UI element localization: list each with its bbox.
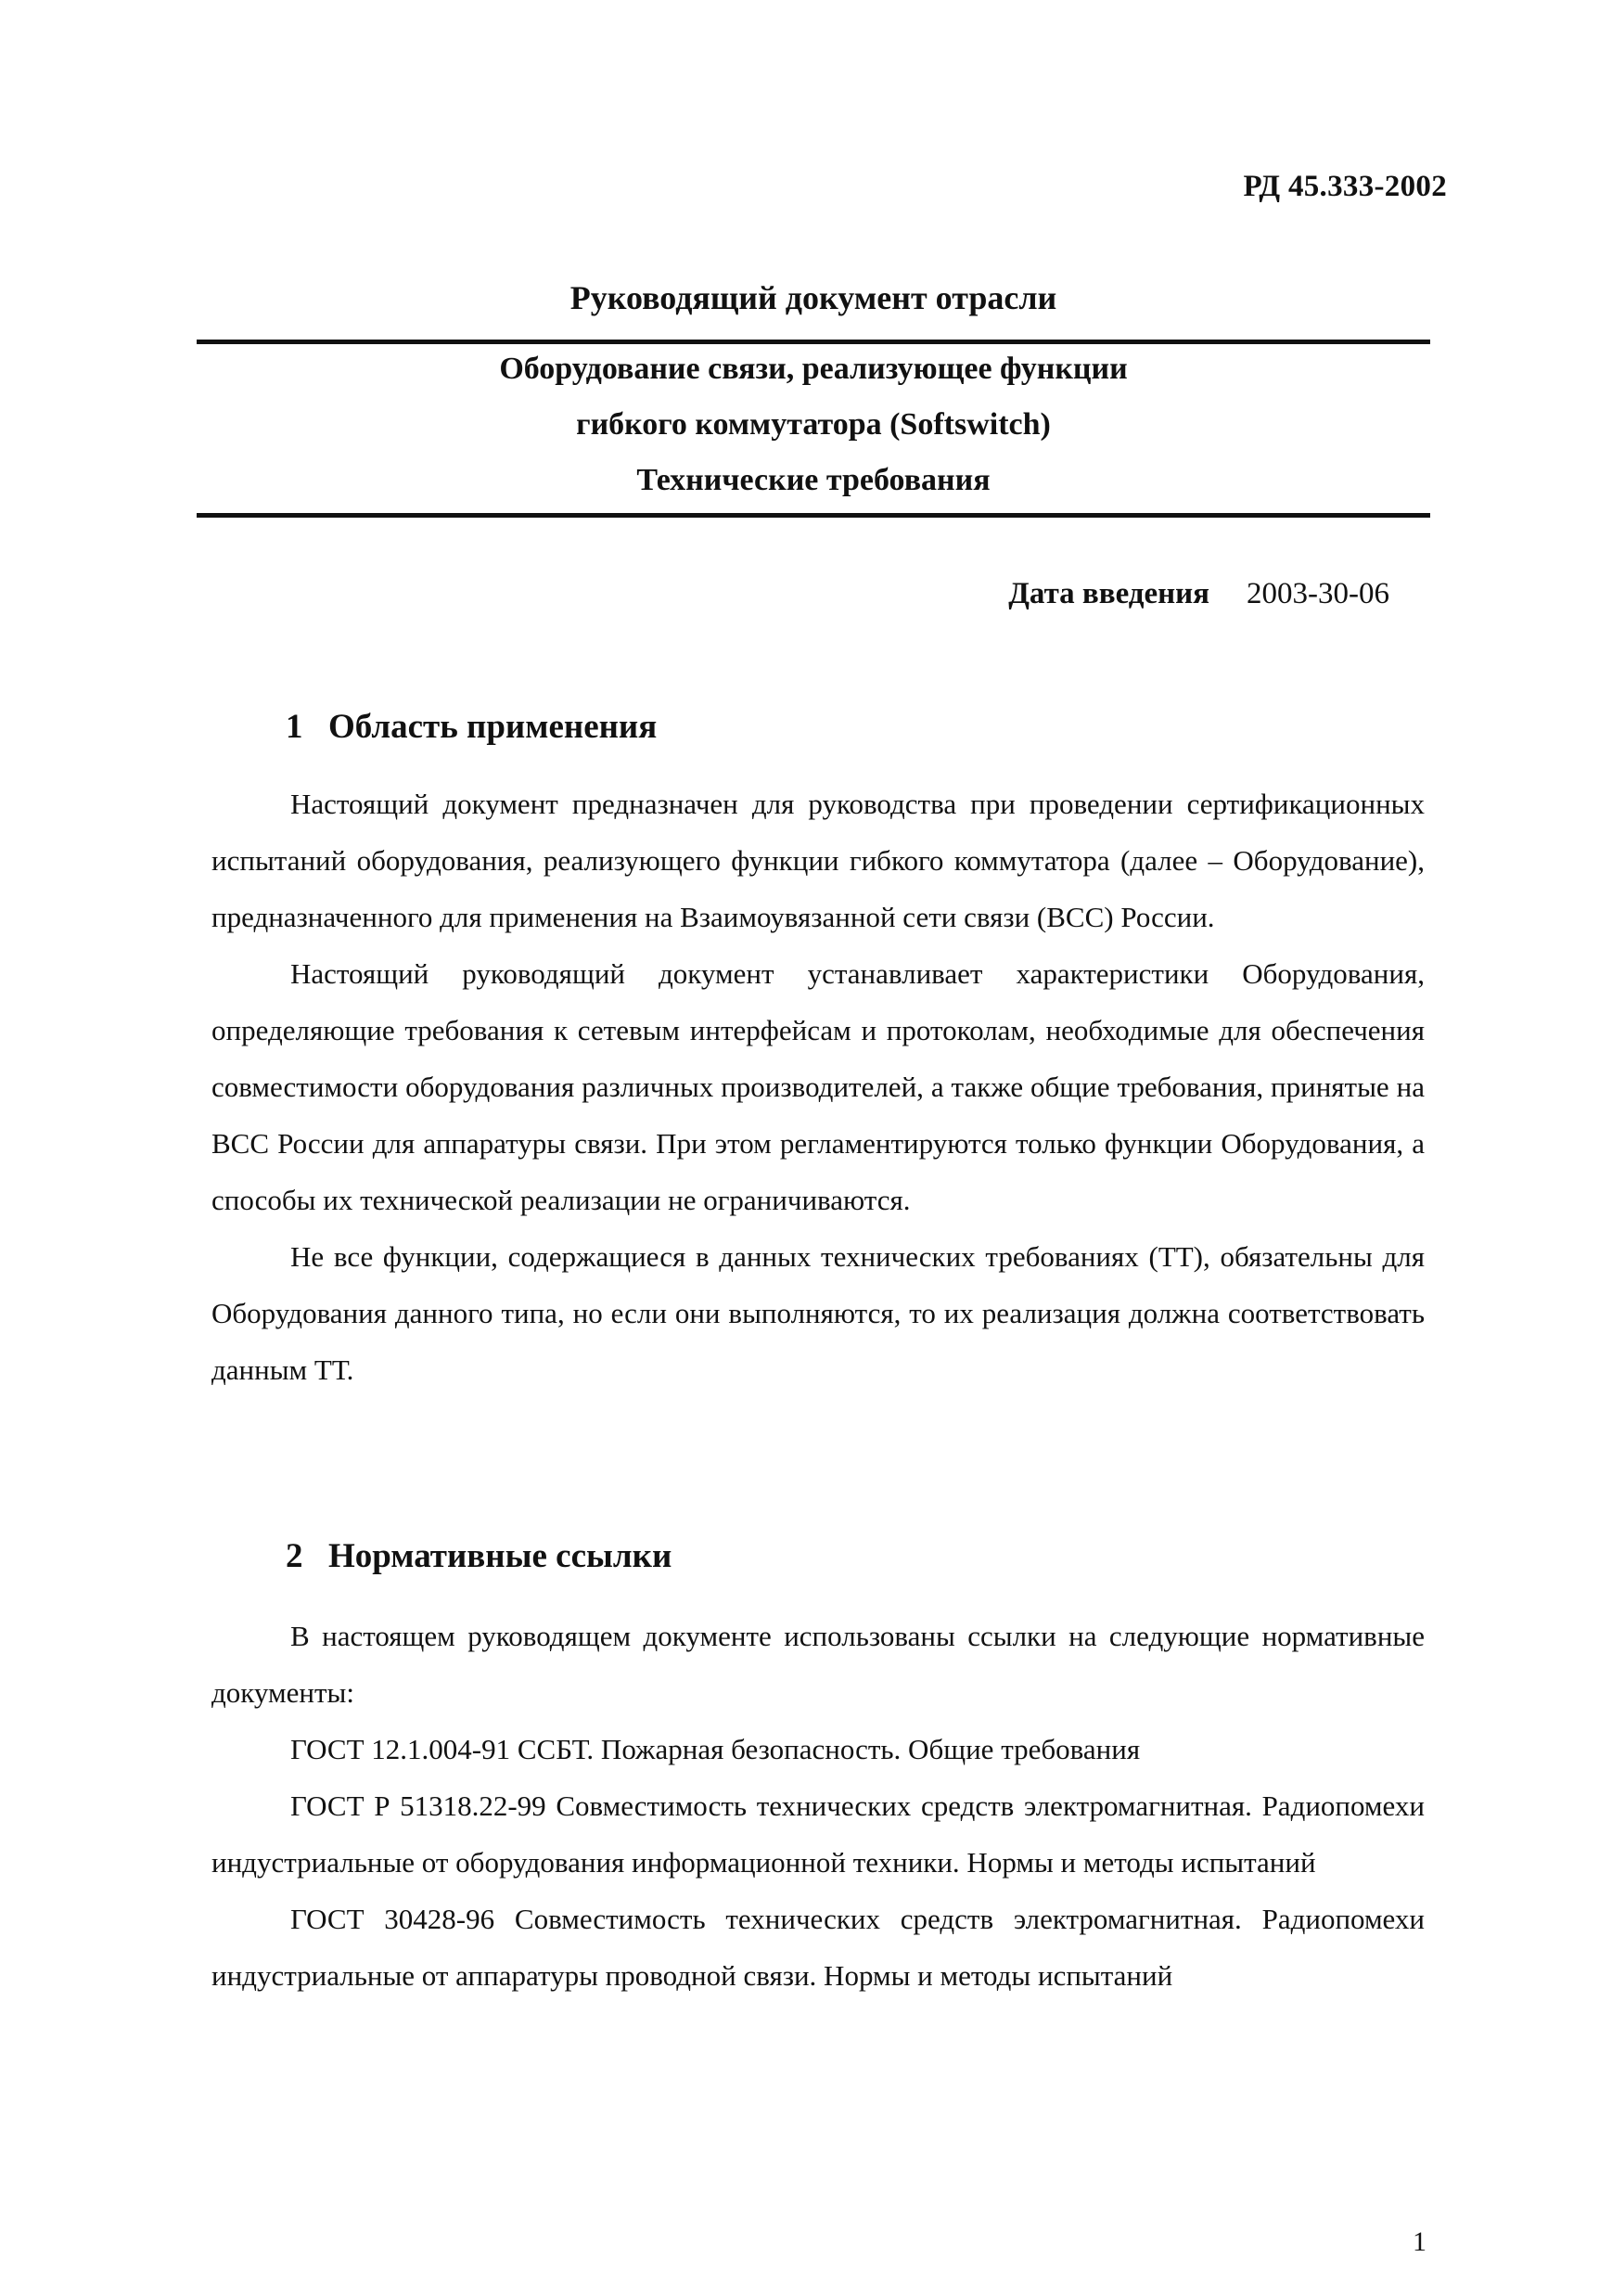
reference-item: ГОСТ Р 51318.22-99 Совместимость технических средств электромагнитная. Радиопомехи индустриальные от оборудования информационной техники. Нормы и методы испытаний bbox=[211, 1789, 1425, 1879]
section-heading-scope bbox=[286, 707, 657, 747]
section-number: 1 bbox=[286, 708, 303, 746]
subject-line: Технические требования bbox=[636, 463, 991, 497]
section-body-references bbox=[211, 1608, 1425, 2004]
subject-line: гибкого коммутатора (Softswitch) bbox=[576, 407, 1051, 442]
paragraph: В настоящем руководящем документе использованы ссылки на следующие нормативные документы: bbox=[211, 1620, 1425, 1709]
section-number: 2 bbox=[286, 1537, 303, 1575]
subject-line: Оборудование связи, реализующее функции bbox=[499, 352, 1128, 386]
document-subject bbox=[197, 341, 1430, 508]
reference-item: ГОСТ 30428-96 Совместимость технических средств электромагнитная. Радиопомехи индустриальные от аппаратуры проводной связи. Нормы и методы испытаний bbox=[211, 1903, 1425, 1992]
paragraph: Не все функции, содержащиеся в данных технических требованиях (ТТ), обязательны для Оборудования данного типа, но если они выполняются, то их реализация должна соответствовать данным ТТ. bbox=[211, 1240, 1425, 1386]
reference-item: ГОСТ 12.1.004-91 ССБТ. Пожарная безопасность. Общие требования bbox=[290, 1733, 1141, 1765]
introduction-date-value: 2003-30-06 bbox=[1247, 577, 1389, 610]
paragraph: Настоящий документ предназначен для руководства при проведении сертификационных испытаний оборудования, реализующего функции гибкого коммутатора (далее – Оборудование), предназначенного для применения на Взаимоувязанной сети связи (ВСС) России. bbox=[211, 788, 1425, 933]
section-title: Нормативные ссылки bbox=[328, 1537, 672, 1575]
introduction-date bbox=[1008, 577, 1389, 611]
document-code: РД 45.333-2002 bbox=[1243, 170, 1447, 203]
section-heading-references bbox=[286, 1536, 672, 1576]
title-bottom-rule bbox=[197, 513, 1430, 518]
section-body-scope bbox=[211, 776, 1425, 1398]
page-number: 1 bbox=[1413, 2226, 1426, 2257]
document-type-title: Руководящий документ отрасли bbox=[569, 279, 1057, 316]
introduction-date-label: Дата введения bbox=[1008, 577, 1210, 610]
paragraph: Настоящий руководящий документ устанавливает характеристики Оборудования, определяющие требования к сетевым интерфейсам и протоколам, необходимые для обеспечения совместимости оборудования различных производителей, а также общие требования, принятые на ВСС России для аппаратуры связи. При этом регламентируются только функции Оборудования, а способы их технической реализации не ограничиваются. bbox=[211, 957, 1425, 1216]
section-title: Область применения bbox=[328, 708, 658, 746]
